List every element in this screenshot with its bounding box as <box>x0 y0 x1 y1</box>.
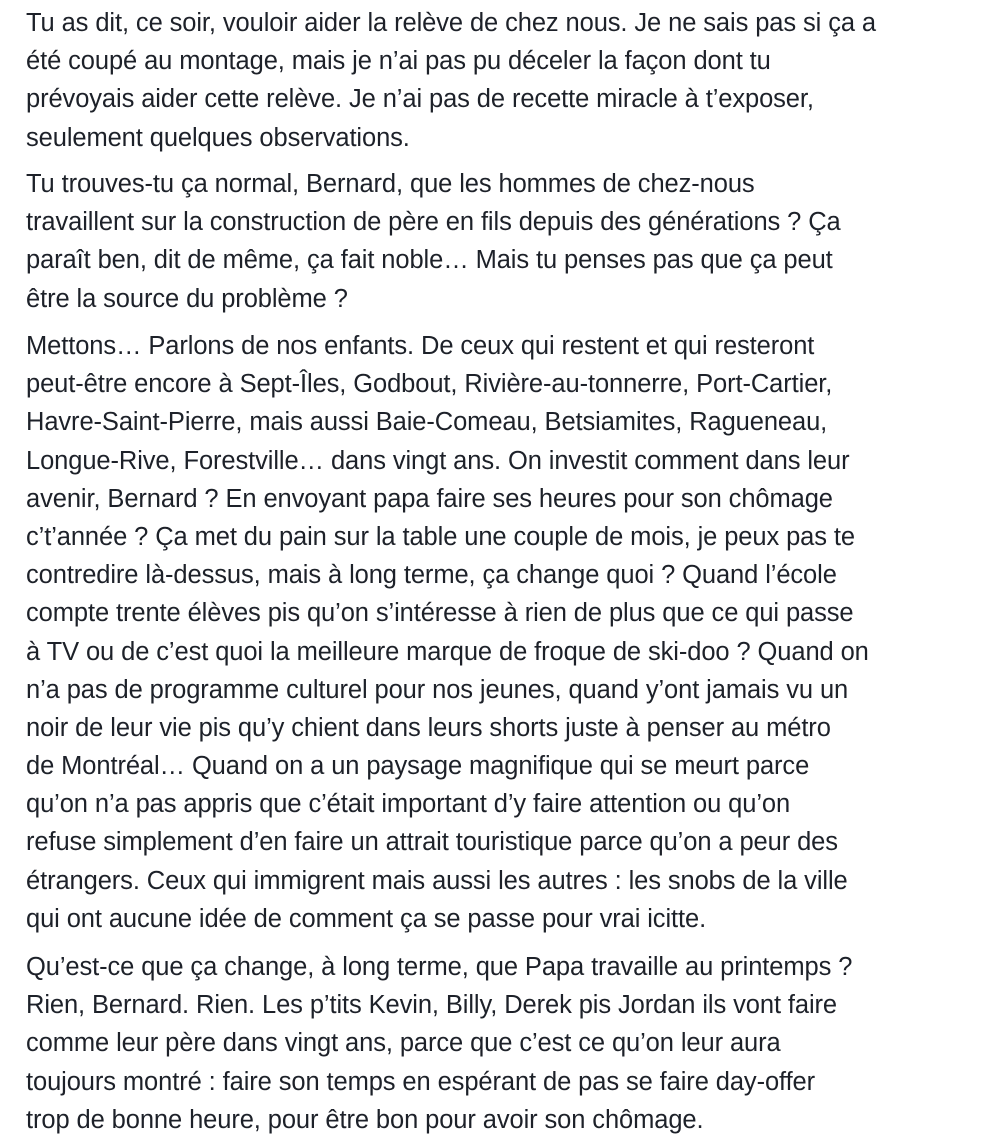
text-line: Longue-Rive, Forestville… dans vingt ans. On investit comment dans leur <box>26 446 850 475</box>
text-line: Qu’est-ce que ça change, à long terme, que Papa travaille au printemps ? <box>26 953 853 981</box>
text-line: Tu as dit, ce soir, vouloir aider la relève de chez nous. Je ne sais pas si ça a <box>26 9 876 37</box>
text-line: Rien, Bernard. Rien. Les p’tits Kevin, Billy, Derek pis Jordan ils vont faire <box>26 991 838 1020</box>
text-line: prévoyais aider cette relève. Je n’ai pas de recette miracle à t’exposer, <box>26 85 814 114</box>
paragraph-2 <box>26 165 841 318</box>
text-line: peut-être encore à Sept-Îles, Godbout, Rivière-au-tonnerre, Port-Cartier, <box>26 370 833 399</box>
text-line: avenir, Bernard ? En envoyant papa faire ses heures pour son chômage <box>26 484 833 513</box>
text-line: travaillent sur la construction de père en fils depuis des générations ? Ça <box>26 208 841 237</box>
text-line: n’a pas de programme culturel pour nos jeunes, quand y’ont jamais vu un <box>26 675 849 704</box>
text-line: c’t’année ? Ça met du pain sur la table une couple de mois, je peux pas te <box>26 522 855 551</box>
paragraph-1 <box>26 4 876 157</box>
text-line: été coupé au montage, mais je n’ai pas pu déceler la façon dont tu <box>26 47 771 76</box>
text-line: contredire là-dessus, mais à long terme, ça change quoi ? Quand l’école <box>26 561 837 590</box>
text-line: Tu trouves-tu ça normal, Bernard, que les hommes de chez-nous <box>26 170 755 198</box>
text-line: être la source du problème ? <box>26 284 348 313</box>
text-line: paraît ben, dit de même, ça fait noble… Mais tu penses pas que ça peut <box>26 246 833 275</box>
text-line: refuse simplement d’en faire un attrait touristique parce qu’on a peur des <box>26 828 838 857</box>
text-line: noir de leur vie pis qu’y chient dans leurs shorts juste à penser au métro <box>26 713 831 742</box>
paragraph-4 <box>26 948 852 1139</box>
text-line: compte trente élèves pis qu’on s’intéresse à rien de plus que ce qui passe <box>26 599 854 628</box>
text-line: qu’on n’a pas appris que c’était important d’y faire attention ou qu’on <box>26 790 791 819</box>
text-line: de Montréal… Quand on a un paysage magnifique qui se meurt parce <box>26 752 810 781</box>
text-line: étrangers. Ceux qui immigrent mais aussi les autres : les snobs de la ville <box>26 866 848 895</box>
text-line: trop de bonne heure, pour être bon pour avoir son chômage. <box>26 1105 704 1134</box>
text-line: Mettons… Parlons de nos enfants. De ceux qui restent et qui resteront <box>26 332 815 360</box>
text-line: toujours montré : faire son temps en espérant de pas se faire day-offer <box>26 1067 816 1096</box>
paragraph-3 <box>26 327 869 938</box>
text-line: qui ont aucune idée de comment ça se passe pour vrai icitte. <box>26 904 707 933</box>
post-body <box>26 0 988 1142</box>
text-line: Havre-Saint-Pierre, mais aussi Baie-Comeau, Betsiamites, Ragueneau, <box>26 408 828 437</box>
text-line: comme leur père dans vingt ans, parce que c’est ce qu’on leur aura <box>26 1029 781 1058</box>
text-line: à TV ou de c’est quoi la meilleure marque de froque de ski-doo ? Quand on <box>26 637 869 666</box>
text-line: seulement quelques observations. <box>26 123 410 152</box>
